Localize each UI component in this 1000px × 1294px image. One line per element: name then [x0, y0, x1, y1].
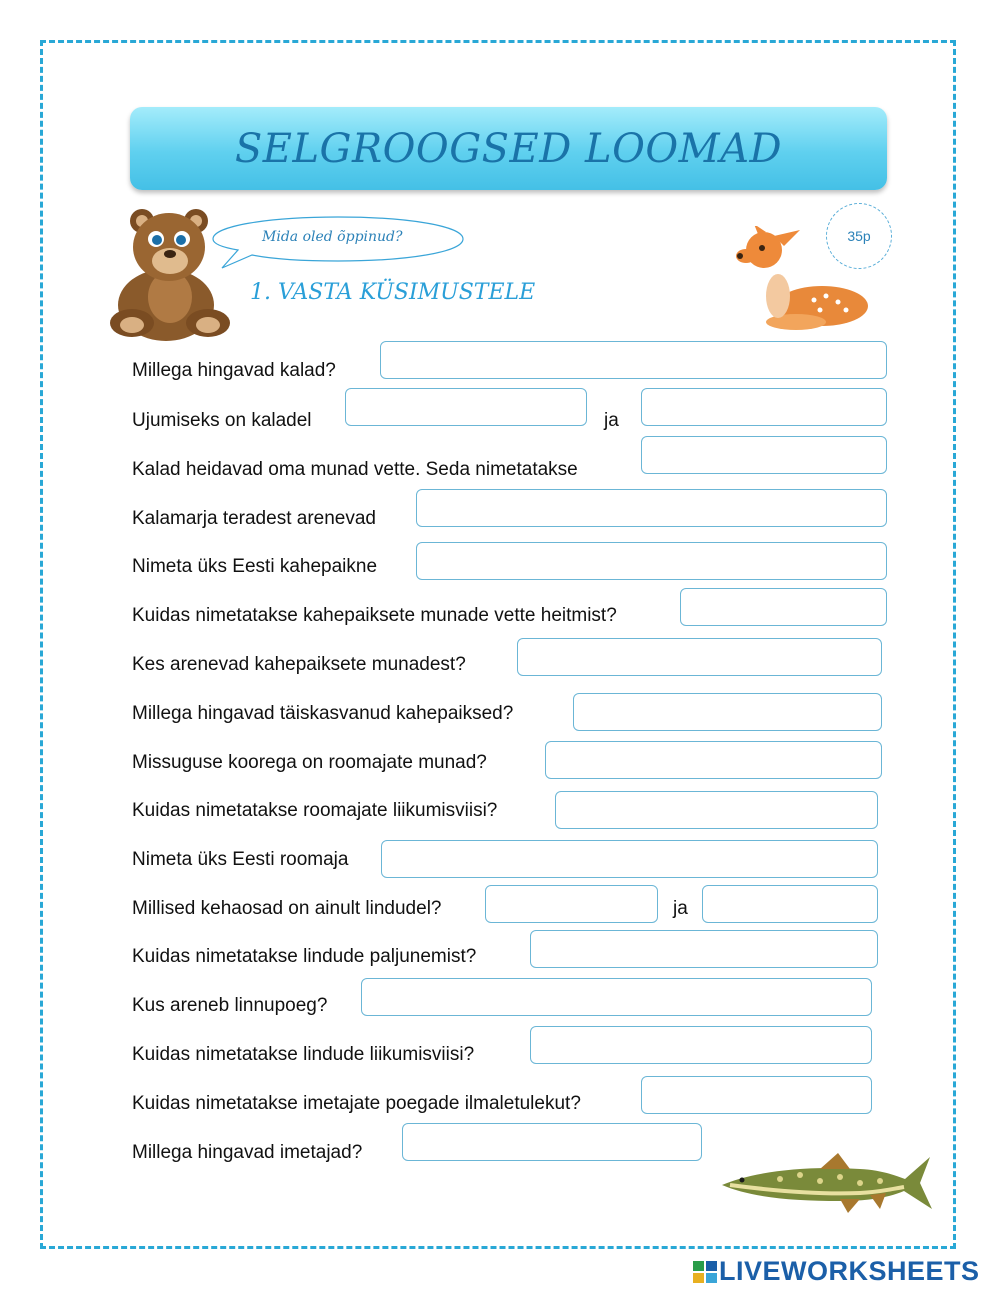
answer-input[interactable]: [485, 885, 658, 923]
liveworksheets-logo: [693, 1256, 980, 1287]
answer-input[interactable]: [545, 741, 882, 779]
question-label: Kuidas nimetatakse lindude paljunemist?: [132, 946, 477, 967]
answer-input[interactable]: [416, 489, 887, 527]
answer-input[interactable]: [555, 791, 878, 829]
question-label: Kuidas nimetatakse kahepaiksete munade vette heitmist?: [132, 605, 617, 626]
answer-input[interactable]: [530, 1026, 872, 1064]
question-label: Millega hingavad imetajad?: [132, 1142, 363, 1163]
page-title: SELGROOGSED LOOMAD: [234, 125, 783, 172]
connector-ja: ja: [673, 898, 688, 919]
answer-input[interactable]: [702, 885, 878, 923]
question-label: Kes arenevad kahepaiksete munadest?: [132, 654, 466, 675]
answer-input[interactable]: [641, 436, 887, 474]
answer-input[interactable]: [573, 693, 882, 731]
answer-input[interactable]: [517, 638, 882, 676]
connector-ja: ja: [604, 410, 619, 431]
section-heading: 1. VASTA KÜSIMUSTELE: [250, 280, 536, 305]
question-label: Kalad heidavad oma munad vette. Seda nimetatakse: [132, 459, 578, 480]
liveworksheets-icon: [693, 1259, 719, 1285]
question-label: Millised kehaosad on ainult lindudel?: [132, 898, 442, 919]
question-label: Nimeta üks Eesti kahepaikne: [132, 556, 378, 577]
answer-input[interactable]: [416, 542, 887, 580]
answer-input[interactable]: [641, 1076, 872, 1114]
question-label: Kus areneb linnupoeg?: [132, 995, 328, 1016]
question-label: Millega hingavad kalad?: [132, 360, 336, 381]
question-label: Kuidas nimetatakse imetajate poegade ilmaletulekut?: [132, 1093, 581, 1114]
question-label: Ujumiseks on kaladel: [132, 410, 312, 431]
question-label: Kalamarja teradest arenevad: [132, 508, 376, 529]
question-label: Millega hingavad täiskasvanud kahepaiksed?: [132, 703, 514, 724]
answer-input[interactable]: [345, 388, 587, 426]
liveworksheets-text: LIVEWORKSHEETS: [719, 1256, 980, 1286]
answer-input[interactable]: [530, 930, 878, 968]
speech-bubble-text: Mida oled õppinud?: [262, 229, 403, 245]
question-label: Missuguse koorega on roomajate munad?: [132, 752, 487, 773]
answer-input[interactable]: [402, 1123, 702, 1161]
answer-input[interactable]: [680, 588, 887, 626]
pike-fish-illustration: [720, 1145, 934, 1217]
question-label: Kuidas nimetatakse lindude liikumisviisi?: [132, 1044, 475, 1065]
question-label: Nimeta üks Eesti roomaja: [132, 849, 349, 870]
answer-input[interactable]: [381, 840, 878, 878]
title-banner: [130, 107, 887, 190]
answer-input[interactable]: [380, 341, 887, 379]
answer-input[interactable]: [641, 388, 887, 426]
answer-input[interactable]: [361, 978, 872, 1016]
question-label: Kuidas nimetatakse roomajate liikumisviisi?: [132, 800, 498, 821]
points-badge: 35p: [826, 203, 892, 269]
